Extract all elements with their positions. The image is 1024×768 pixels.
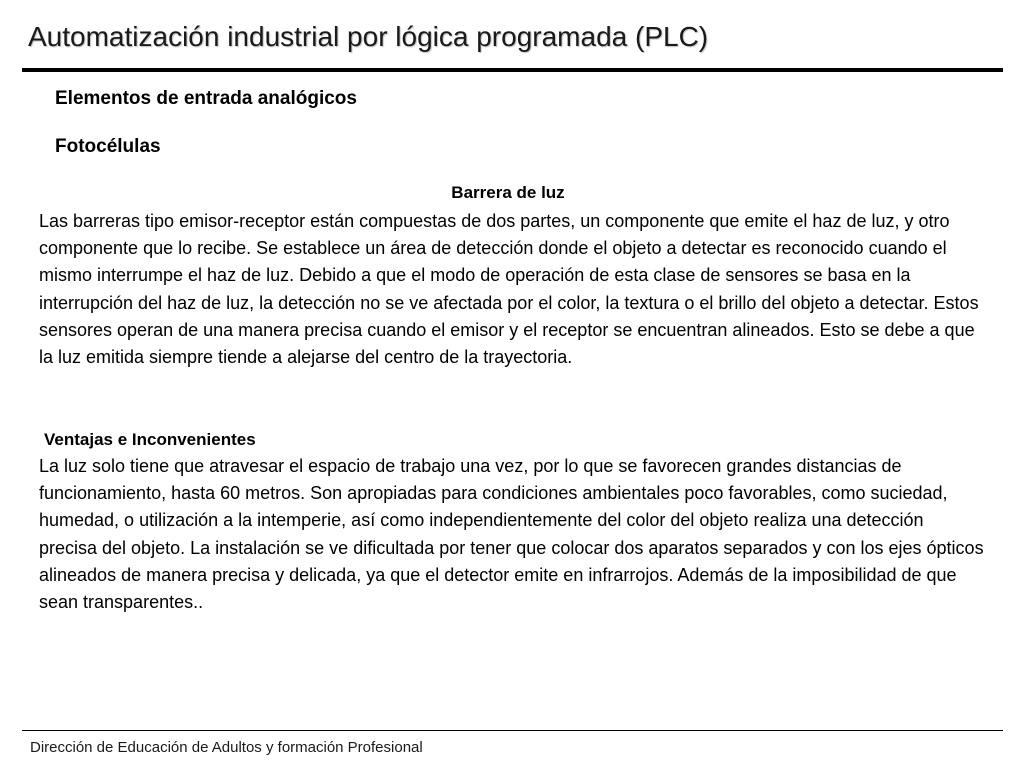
- paragraph-pros-cons: La luz solo tiene que atravesar el espacio de trabajo una vez, por lo que se favorecen grandes distancias de funcionamiento, hasta 60 metros. Son apropiadas para condiciones ambientales poco favorables, como suciedad, humedad, o utilización a la intemperie, así como independientemente del color del objeto realiza una detección precisa del objeto. La instalación se ve dificultada por tener que colocar dos aparatos separados y con los ejes ópticos alineados de manera precisa y delicada, ya que el detector emite en infrarrojos. Además de la imposibilidad de que sean transparentes..: [39, 456, 984, 613]
- heading-photocells: Fotocélulas: [55, 136, 161, 157]
- footer-text: Dirección de Educación de Adultos y formación Profesional: [30, 739, 423, 756]
- paragraph-light-barrier: Las barreras tipo emisor-receptor están compuestas de dos partes, un componente que emite el haz de luz, y otro componente que lo recibe. Se establece un área de detección donde el objeto a detectar es reconocido cuando el mismo interrumpe el haz de luz. Debido a que el modo de operación de esta clase de sensores se basa en la interrupción del haz de luz, la detección no se ve afectada por el color, la textura o el brillo del objeto a detectar. Estos sensores operan de una manera precisa cuando el emisor y el receptor se encuentran alineados. Esto se debe a que la luz emitida siempre tiende a alejarse del centro de la trayectoria.: [39, 211, 979, 368]
- section-title: Barrera de luz: [451, 183, 565, 202]
- footer-divider: [22, 730, 1003, 731]
- slide-title: Automatización industrial por lógica programada (PLC): [28, 21, 709, 52]
- title-divider: [22, 68, 1003, 72]
- subheading-pros-cons: Ventajas e Inconvenientes: [44, 430, 256, 449]
- heading-analog-inputs: Elementos de entrada analógicos: [55, 88, 357, 109]
